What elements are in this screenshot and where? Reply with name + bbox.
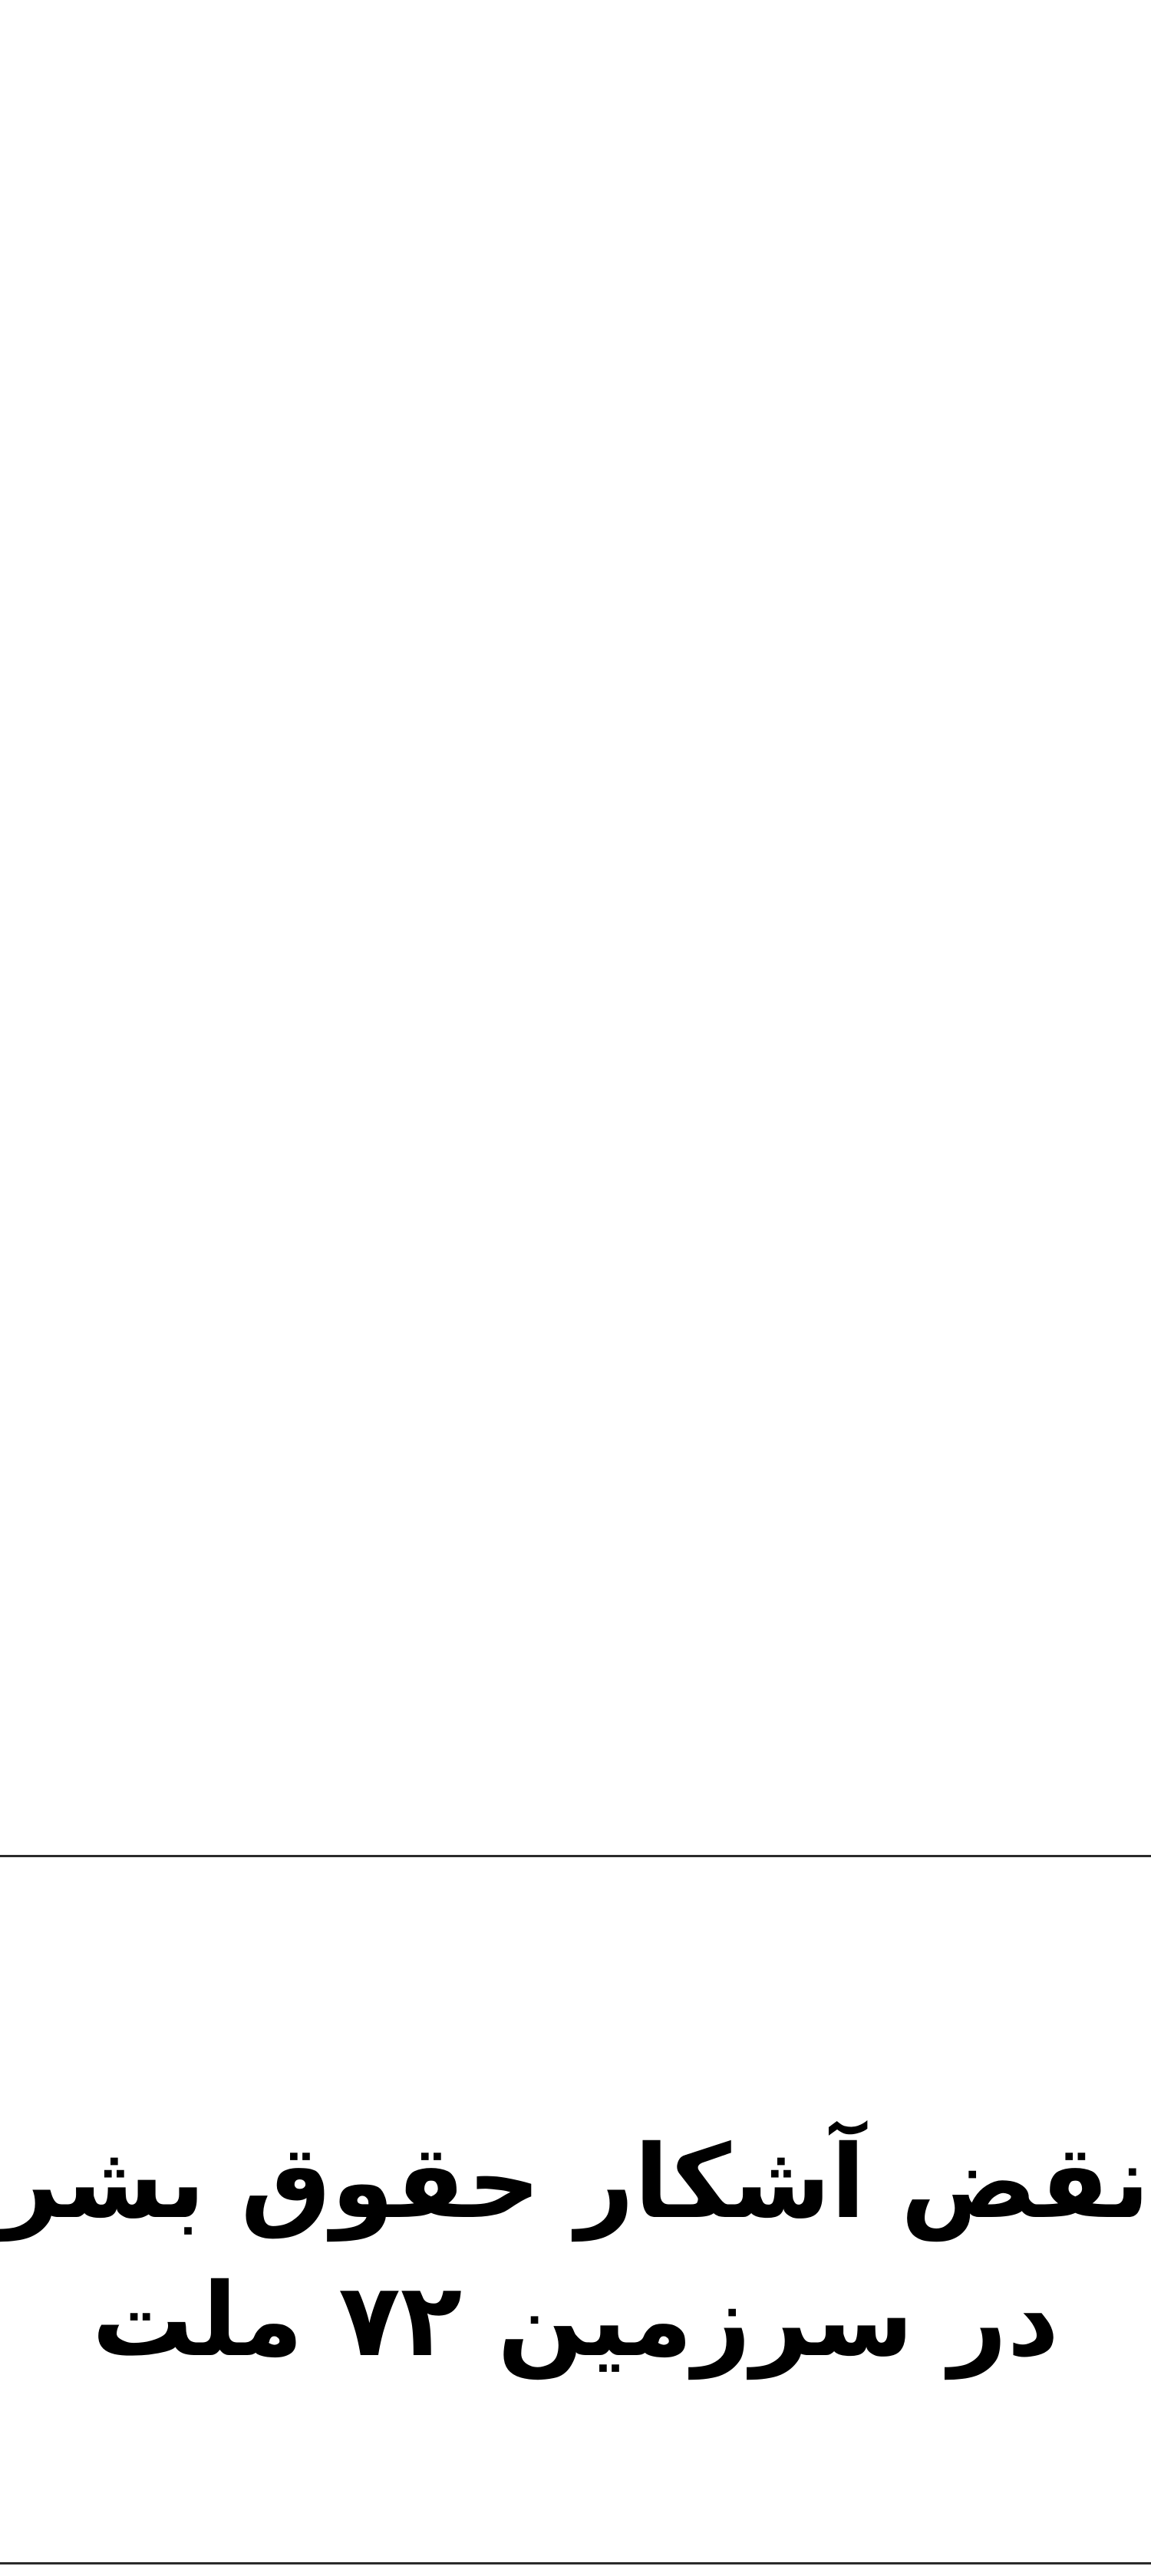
divider-rule-top: [0, 1855, 1151, 1857]
headline-line-1: نقض آشکار حقوق بشر: [1, 2123, 1150, 2242]
headline-line-2: در سرزمین ۷۲ ملت: [91, 2261, 1060, 2380]
divider-rule-bottom: [0, 2562, 1151, 2564]
